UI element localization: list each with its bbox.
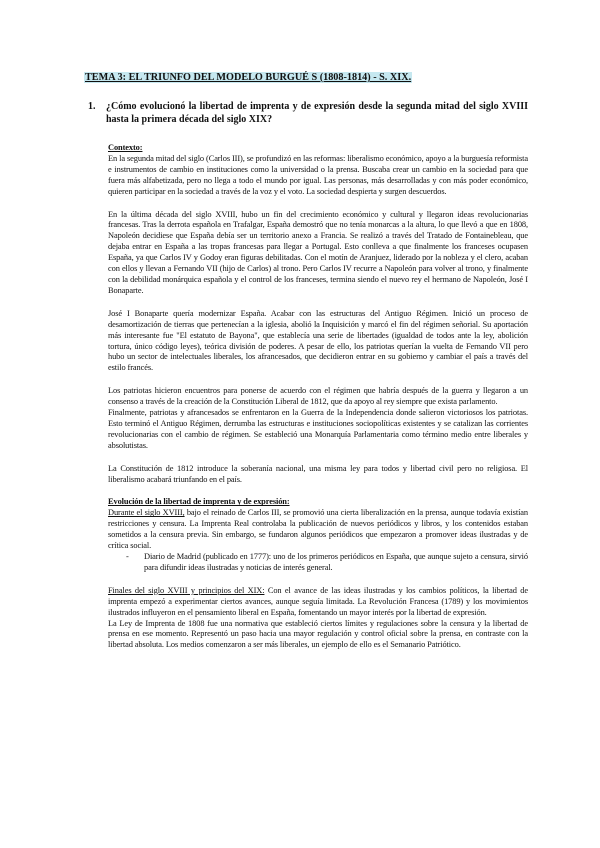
- contexto-paragraph-4a: Los patriotas hicieron encuentros para ponerse de acuerdo con el régimen que habría después de la guerra y llegaron a un consenso a través de la creación de la Constitución Liberal de 1812, que da apoyo al rey siempre que exista parlamento.: [108, 386, 528, 407]
- list-item: [108, 552, 528, 574]
- evolucion-paragraph-3: La Ley de Imprenta de 1808 fue una normativa que estableció ciertos límites y regulaciones sobre la censura y la libertad de prensa en ese momento. Representó un paso hacia una mayor regulación y control oficial sobre la prensa, en contraste con la libertad absoluta. Los medios comenzaron a ser más liberales, un ejemplo de ello es el Semanario Patriótico.: [108, 618, 528, 650]
- contexto-paragraph-5: La Constitución de 1812 introduce la soberanía nacional, una misma ley para todos y libertad civil pero no religiosa. El liberalismo acabará triunfando en el país.: [108, 463, 528, 484]
- contexto-paragraph-1: En la segunda mitad del siglo (Carlos III), se profundizó en las reformas: liberalismo económico, apoyo a la burguesía reformista e instrumentos de cambio en instituciones como la universidad o la prensa. Buscaba crear un cambio en la sociedad para que fuera más alfabetizada, pero no llega a todo el mundo por igual. Las personas, más desarrolladas y con más poder económico, quieren participar en la sociedad a través de la voz y el voto. La sociedad despierta y surgen descuerdos.: [108, 153, 528, 196]
- evolucion-p2-lead: Finales del siglo XVIII y principios del XIX:: [108, 585, 265, 595]
- question-number: 1.: [88, 101, 96, 112]
- evolucion-p2-text: Con el avance de las ideas ilustradas y los cambios políticos, la libertad de imprenta empezó a experimentar ciertos avances, aunque seguía limitada. La Revolución Francesa (1789) y los movimientos ilustrados influyeron en el pensamiento liberal en España, fomentando un mayor interés por la libertad de expresión.: [108, 585, 528, 617]
- contexto-paragraph-2: En la última década del siglo XVIII, hubo un fin del crecimiento económico y cultural y llegaron ideas revolucionarias francesas. Tras la derrota española en Trafalgar, España demostró que no tenía monarcas a la altura, lo que llevó a que en 1808, Napoleón decidiese que España debía ser un territorio anexo a Francia. Se realizó a través del Tratado de Fontainebleau, que dejaba entrar en España a las tropas francesas para llegar a Portugal. Esto conlleva a que finalmente los franceses ocupasen España, ya que Carlos IV y Godoy eran figuras debilitadas. Con el motín de Aranjuez, liderado por la nobleza y el clero, acaban con ellos y llevan a Fernando VII (hijo de Carlos) al trono. Pero Carlos IV recurre a Napoleón para volver al trono, y finalmente con la debilidad monárquica española y el control de los franceses, termina siendo el nuevo rey el hermano de Napoleón, José I Bonaparte.: [108, 209, 528, 295]
- contexto-heading: Contexto:: [108, 143, 143, 152]
- evolucion-p1-text: bajo el reinado de Carlos III, se promovió una cierta liberalización en la prensa, aunque todavía existían restricciones y censura. La Imprenta Real controlaba la publicación de nuevos periódicos y libros, y los contenidos estaban sometidos a la censura previa. Sin embargo, se fundaron algunos periódicos que empezaron a promover ideas ilustradas y de crítica social.: [108, 508, 528, 551]
- evolucion-heading: Evolución de la libertad de imprenta y de expresión:: [108, 497, 290, 507]
- evolucion-paragraph-1: [108, 508, 528, 552]
- contexto-paragraph-3: José I Bonaparte quería modernizar España. Acabar con las estructuras del Antiguo Régimen. Inició un proceso de desamortización de tierras que pertenecían a la iglesia, abolió la Inquisición y marcó el fin del régimen señorial. Su aportación más interesante fue "El estatuto de Bayona", que establecía una serie de libertades (igualdad de todos ante la ley, abolición tortura, único código leyes), teórica división de poderes. A pesar de ello, los patriotas querían la vuelta de Fernando VII pero hubo un sector de intelectuales liberales, los afrancesados, que decidieron entrar en su gobierno y cambiar el país a través del estilo francés.: [108, 308, 528, 373]
- contexto-paragraph-4b: Finalmente, patriotas y afrancesados se enfrentaron en la Guerra de la Independencia donde salieron victoriosos los patriotas. Esto terminó el Antiguo Régimen, derrumba las estructuras e instituciones sociopolíticas existentes y se catalizan las corrientes revolucionarias con el cambio de régimen. Se estableció una Monarquía Parlamentaria como término medio entre liberales y absolutistas.: [108, 408, 528, 450]
- bullet-dash: -: [126, 552, 129, 561]
- bullet-text: Diario de Madrid (publicado en 1777): uno de los primeros periódicos en España, que aunque sujeto a censura, sirvió para difundir ideas ilustradas y noticias de interés general.: [144, 552, 528, 572]
- evolucion-paragraph-2: [108, 586, 528, 619]
- question-heading: [88, 100, 528, 126]
- contexto-section: [108, 143, 528, 651]
- page-title: TEMA 3: EL TRIUNFO DEL MODELO BURGUÉ S (1808-1814) - S. XIX.: [85, 72, 412, 83]
- evolucion-p1-lead: Durante el siglo XVIII,: [108, 508, 185, 518]
- question-text: ¿Cómo evolucionó la libertad de imprenta y de expresión desde la segunda mitad del siglo XVIII hasta la primera década del siglo XIX?: [106, 101, 528, 125]
